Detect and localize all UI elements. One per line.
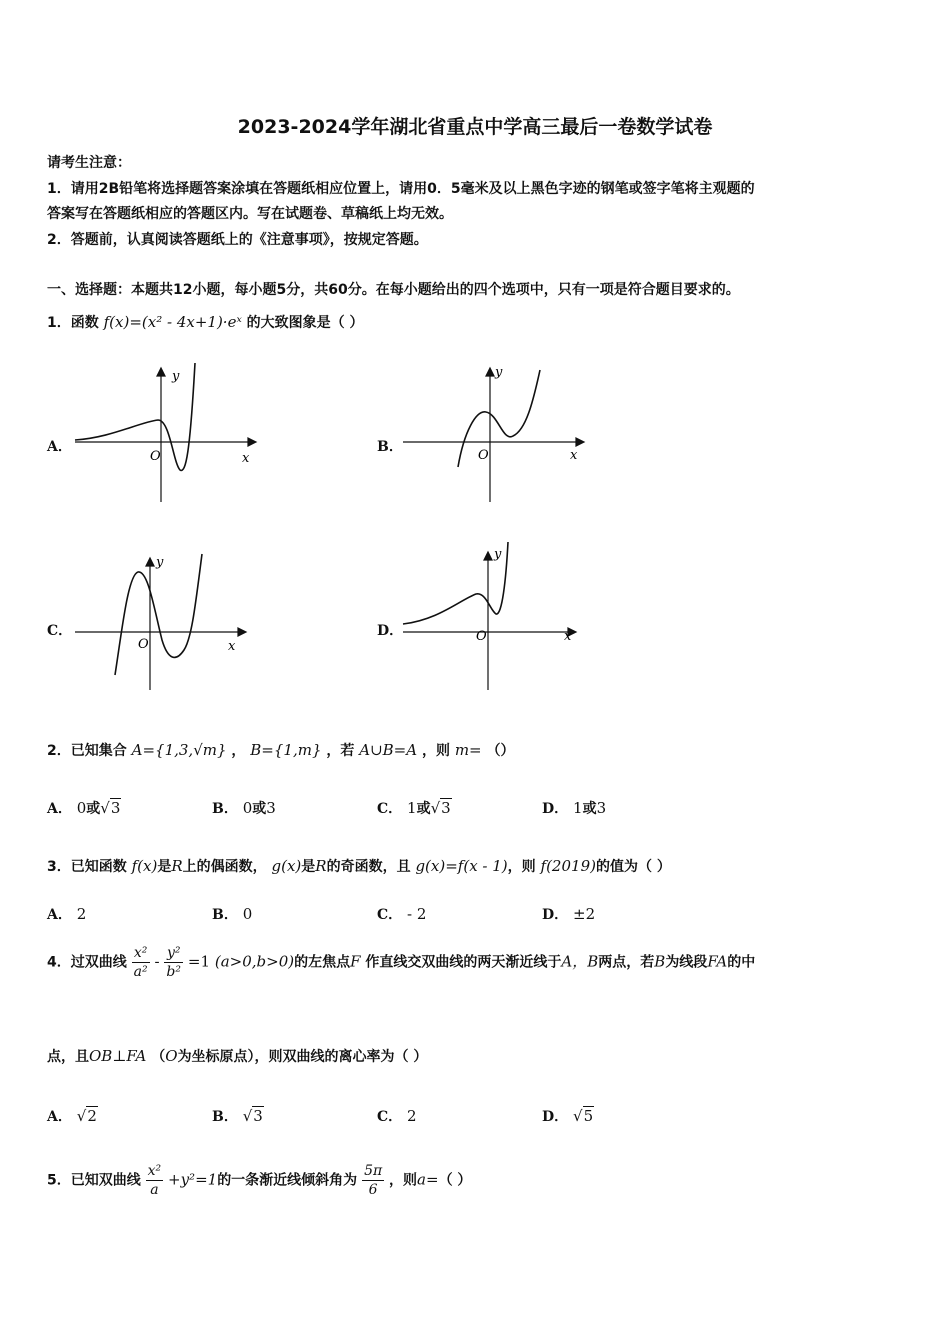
q5-paren: （ ） — [438, 1172, 472, 1189]
q5-fraction-x: $\frac{\text{x²}}{a}$ — [147, 1163, 162, 1198]
q2-set-a: A={1,3,√m} — [131, 741, 227, 759]
q1-graph-d — [398, 540, 588, 695]
q4-t2: 作直线交双曲线的两天渐近线于 — [365, 954, 562, 971]
question-4-line-1 — [47, 944, 755, 981]
section-1-heading: 一、选择题：本题共12小题，每小题5分，共60分。在每小题给出的四个选项中，只有一项是符合题目要求的。 — [47, 282, 740, 298]
q4-t1: 的左焦点 — [294, 954, 351, 971]
q2-option-b-or: 或 — [252, 801, 267, 817]
q3-f2019: f(2019) — [540, 857, 596, 875]
q2-option-c-v1: 1 — [407, 799, 417, 817]
q2-option-d-or: 或 — [582, 801, 597, 817]
graph-a-y-arrow — [157, 368, 165, 376]
q3-option-c-label: C． — [377, 907, 403, 923]
q3-option-d-value: ±2 — [573, 905, 596, 923]
q4-o: O — [165, 1047, 178, 1065]
graph-b-y-arrow — [486, 368, 494, 376]
q4-number: 4．过双曲线 — [47, 954, 127, 971]
graph-d-y-arrow — [484, 552, 492, 560]
q2-set-b: B={1,m} — [250, 741, 322, 759]
q2-ask: m= — [454, 741, 482, 759]
question-4-line-2 — [47, 1046, 427, 1066]
q2-option-a-v2: 3 — [110, 799, 121, 817]
q2-number: 2．已知集合 — [47, 743, 127, 759]
q2-option-c: C． 1或√3 — [377, 799, 451, 817]
q3-option-a — [47, 904, 86, 924]
q4-b: B — [654, 952, 666, 971]
q4-option-b-value: 3 — [253, 1107, 263, 1125]
question-5 — [47, 1162, 471, 1199]
graph-c-x-label: x — [228, 639, 236, 654]
q1-graph-b — [398, 362, 588, 507]
q5-ask: a= — [417, 1170, 439, 1189]
graph-b-y-label: y — [495, 365, 503, 380]
q2-option-b-v1: 0 — [242, 799, 253, 817]
q1-suffix: 的大致图象是（ ） — [246, 315, 364, 331]
q2-option-c-v2: 3 — [441, 799, 451, 817]
q4-line2-t2: 为坐标原点），则双曲线的离心率为（ ） — [177, 1049, 428, 1065]
graph-c-y-arrow — [146, 558, 154, 566]
graph-a-x-label: x — [242, 451, 250, 466]
q1-option-d-label: D． — [377, 623, 404, 639]
q3-option-b-value: 0 — [242, 905, 253, 923]
graph-d-y-label: y — [494, 547, 502, 562]
q2-if: ，若 — [326, 743, 355, 759]
page-title: 2023-2024学年湖北省重点中学高三最后一卷数学试卷 — [237, 116, 713, 138]
q1-option-a-label: A． — [47, 439, 72, 455]
question-2 — [47, 740, 515, 760]
graph-a-axes — [75, 368, 256, 502]
q2-option-a-or: 或 — [86, 801, 101, 817]
q5-number: 5．已知双曲线 — [47, 1172, 141, 1189]
q1-number: 1．函数 — [47, 315, 99, 331]
q5-t1: 的一条渐近线倾斜角为 — [217, 1172, 358, 1189]
q4-option-b-label: B． — [212, 1109, 238, 1125]
q2-option-c-or: 或 — [416, 801, 431, 817]
q4-option-d-label: D． — [542, 1109, 569, 1125]
q3-t4: 的奇函数，且 — [326, 859, 411, 875]
graph-a-origin-label: O — [150, 449, 161, 464]
q2-paren: （） — [486, 743, 515, 759]
q4-option-c — [377, 1106, 417, 1126]
q3-f: f(x) — [131, 857, 158, 875]
graph-c-origin-label: O — [138, 637, 149, 652]
q1-graph-a — [70, 362, 260, 507]
q3-option-a-value: 2 — [76, 905, 87, 923]
q4-option-c-value: 2 — [407, 1107, 417, 1125]
q4-option-d-value: 5 — [583, 1107, 594, 1125]
q4-fa: FA — [707, 952, 728, 971]
q2-then: ，则 — [421, 743, 450, 759]
graph-d-curve — [403, 542, 508, 624]
q4-option-a-value: 2 — [87, 1107, 97, 1125]
q4-t3: 两点，若 — [598, 954, 655, 971]
q2-option-d-label: D． — [542, 801, 569, 817]
graph-a-y-label: y — [172, 369, 180, 384]
question-3 — [47, 856, 671, 876]
q2-comma: ， — [231, 743, 246, 759]
q3-option-a-label: A． — [47, 907, 72, 923]
notice-heading: 请考生注意： — [47, 155, 131, 171]
q4-option-a: A． √2 — [47, 1107, 97, 1125]
q3-number: 3．已知函数 — [47, 859, 127, 875]
q1-option-c-label: C． — [47, 623, 73, 639]
q2-option-c-label: C． — [377, 801, 403, 817]
q4-option-c-label: C． — [377, 1109, 403, 1125]
q3-t3: 是 — [301, 859, 316, 875]
q4-minus: - — [154, 952, 160, 971]
q3-option-b-label: B． — [212, 907, 238, 923]
q2-condition: A∪B=A — [359, 741, 418, 759]
q4-fraction-x: $\frac{\text{x²}}{\text{a²}}$ — [133, 945, 148, 980]
q4-t4: 为线段 — [665, 954, 708, 971]
graph-c-y-label: y — [156, 555, 164, 570]
graph-a-x-arrow — [248, 438, 256, 446]
q2-option-d-v2: 3 — [596, 799, 607, 817]
q3-equation: g(x)=f(x - 1) — [415, 857, 508, 875]
q2-option-b-v2: 3 — [266, 799, 276, 817]
q2-option-b-label: B． — [212, 801, 238, 817]
q4-equals-one: =1 — [187, 952, 210, 971]
graph-b-x-label: x — [570, 448, 578, 463]
q1-formula: f(x)=(x² - 4x+1)·eˣ — [103, 313, 242, 331]
q3-option-b — [212, 904, 252, 924]
q4-option-d: D． √5 — [542, 1107, 594, 1125]
graph-c-x-arrow — [238, 628, 246, 636]
q4-option-b: B． √3 — [212, 1107, 263, 1125]
q3-t1: 是 — [157, 859, 172, 875]
q3-t6: 的值为（ ） — [595, 859, 671, 875]
q2-option-d-v1: 1 — [573, 799, 583, 817]
graph-c-curve — [115, 554, 202, 675]
q4-option-a-label: A． — [47, 1109, 72, 1125]
q2-option-a-label: A． — [47, 801, 72, 817]
q1-graph-c — [70, 550, 260, 695]
q4-ab: A，B — [561, 952, 599, 971]
notice-item-1-line-1: 1．请用2B铅笔将选择题答案涂填在答题纸相应位置上，请用0．5毫米及以上黑色字迹的钢笔或签字笔将主观题的 — [47, 181, 755, 197]
q3-t2: 上的偶函数， — [182, 859, 267, 875]
q2-option-d — [542, 798, 606, 818]
q4-line2-t1: 点，且 — [47, 1049, 89, 1065]
q3-t5: ，则 — [507, 859, 536, 875]
q4-t5: 的中 — [727, 954, 756, 971]
graph-b-x-arrow — [576, 438, 584, 446]
q3-option-c-value: - 2 — [407, 905, 427, 923]
q1-option-b-label: B． — [377, 439, 403, 455]
q3-option-d-label: D． — [542, 907, 569, 923]
q3-option-c — [377, 904, 426, 924]
q2-option-a: A． 0或√3 — [47, 799, 121, 817]
notice-item-2: 2．答题前，认真阅读答题纸上的《注意事项》，按规定答题。 — [47, 232, 428, 248]
graph-b-origin-label: O — [478, 448, 489, 463]
q4-perpendicular: OB⊥FA — [89, 1047, 147, 1065]
q4-f: F — [350, 952, 361, 971]
q5-fraction-angle: $\frac{5\pi}{6}$ — [364, 1163, 383, 1198]
q3-r1: R — [171, 857, 183, 875]
graph-d-x-label: x — [564, 629, 572, 644]
q5-plus: +y²=1 — [168, 1170, 218, 1189]
q3-r2: R — [315, 857, 327, 875]
q4-fraction-y: $\frac{\text{y²}}{\text{b²}}$ — [166, 945, 181, 980]
graph-b-curve — [458, 370, 540, 467]
q2-option-b — [212, 798, 276, 818]
q3-option-d — [542, 904, 595, 924]
graph-d-origin-label: O — [476, 629, 487, 644]
notice-item-1-line-2: 答案写在答题纸相应的答题区内。写在试题卷、草稿纸上均无效。 — [47, 206, 453, 222]
q4-paren-open: （ — [151, 1049, 166, 1065]
q5-t2: ，则 — [389, 1172, 418, 1189]
q4-condition: (a>0,b>0) — [214, 952, 295, 971]
q3-g: g(x) — [271, 857, 302, 875]
q2-option-a-v1: 0 — [76, 799, 87, 817]
question-1 — [47, 312, 364, 332]
